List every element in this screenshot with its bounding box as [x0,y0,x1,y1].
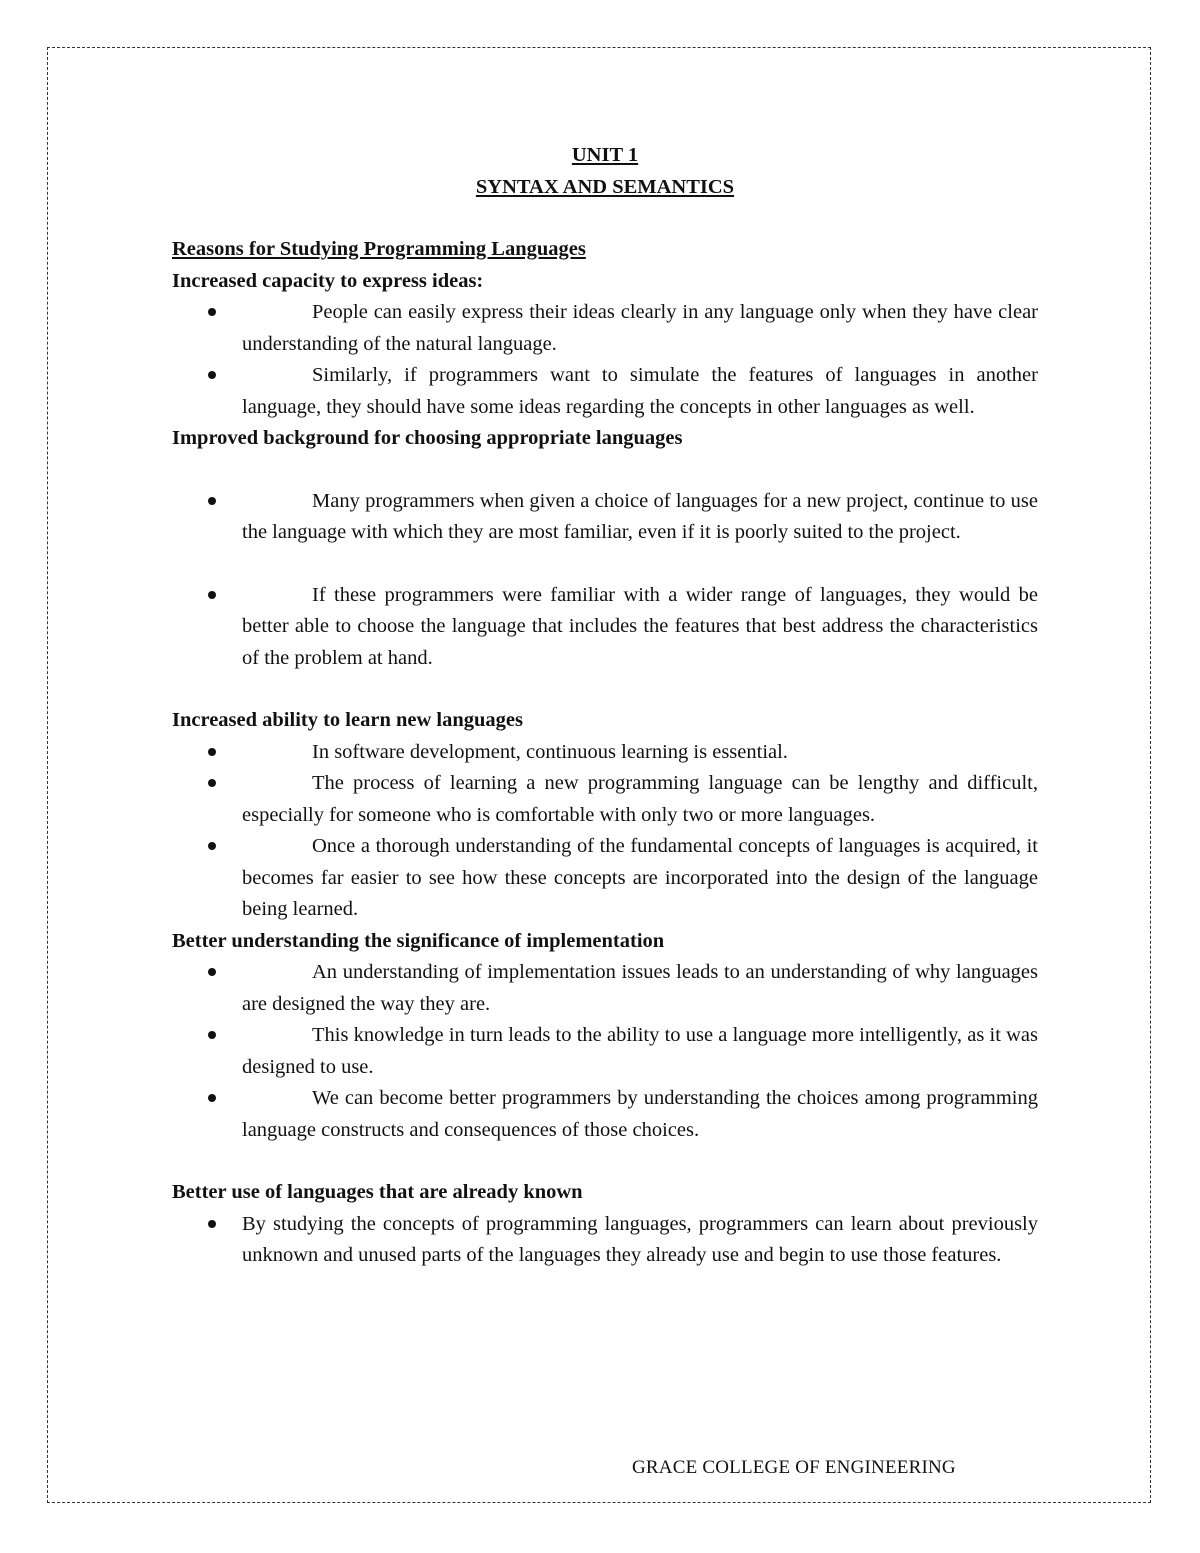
bullet-icon [208,591,216,599]
section-heading: Increased ability to learn new languages [172,709,523,731]
unit-title: UNIT 1 [571,144,639,166]
list-item: People can easily express their ideas clearly in any language only when they have clear understanding of the natural language. [172,297,1038,360]
bullet-icon [208,842,216,850]
bullet-icon [208,1094,216,1102]
section-heading: Better use of languages that are already known [172,1181,583,1203]
document-body [172,140,1038,1272]
bullet-list [172,580,1038,675]
main-heading: Reasons for Studying Programming Languages [172,238,586,260]
bullet-icon [208,497,216,505]
bullet-icon [208,779,216,787]
footer-institution: GRACE COLLEGE OF ENGINEERING [632,1457,956,1478]
list-item: Many programmers when given a choice of languages for a new project, continue to use the language with which they are most familiar, even if it is poorly suited to the project. [172,486,1038,549]
section-heading: Increased capacity to express ideas: [172,269,484,292]
bullet-icon [208,1031,216,1039]
bullet-icon [208,308,216,316]
list-item: The process of learning a new programming language can be lengthy and difficult, especially for someone who is comfortable with only two or more languages. [172,768,1038,831]
list-item: By studying the concepts of programming languages, programmers can learn about previously unknown and unused parts of the languages they already use and begin to use those features. [172,1209,1038,1272]
section-heading: Better understanding the significance of implementation [172,929,665,952]
list-item: An understanding of implementation issues leads to an understanding of why languages are designed the way they are. [172,957,1038,1020]
list-item: This knowledge in turn leads to the ability to use a language more intelligently, as it was designed to use. [172,1020,1038,1083]
list-item: If these programmers were familiar with a wider range of languages, they would be better able to choose the language that includes the features that best address the characteristics of the problem at hand. [172,580,1038,675]
section-heading: Improved background for choosing appropriate languages [172,427,683,449]
bullet-icon [208,968,216,976]
list-item: In software development, continuous learning is essential. [172,737,1038,769]
bullet-list [172,737,1038,926]
list-item: Similarly, if programmers want to simulate the features of languages in another language, they should have some ideas regarding the concepts in other languages as well. [172,360,1038,423]
bullet-list [172,1209,1038,1272]
page-title: SYNTAX AND SEMANTICS [475,175,735,198]
list-item: Once a thorough understanding of the fundamental concepts of languages is acquired, it becomes far easier to see how these concepts are incorporated into the design of the language being learned. [172,831,1038,926]
bullet-icon [208,1220,216,1228]
bullet-icon [208,371,216,379]
bullet-list [172,486,1038,549]
bullet-list [172,297,1038,423]
list-item: We can become better programmers by understanding the choices among programming language constructs and consequences of those choices. [172,1083,1038,1146]
bullet-icon [208,748,216,756]
bullet-list [172,957,1038,1146]
